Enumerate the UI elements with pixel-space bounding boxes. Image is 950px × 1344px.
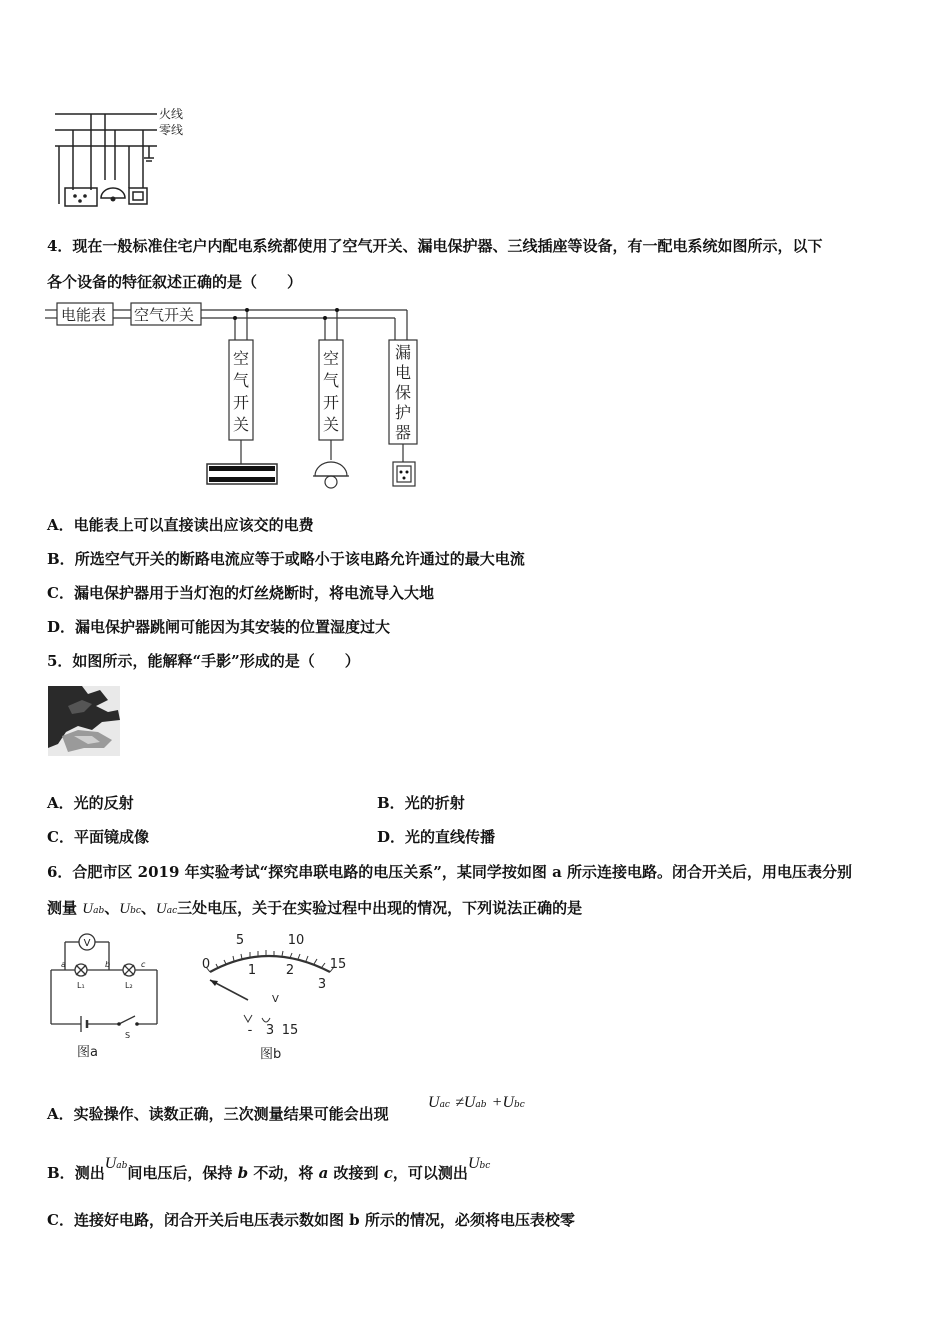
breaker2-char: 关 bbox=[322, 415, 340, 434]
top-scale-label: 0 bbox=[201, 957, 211, 972]
option-text: ，可以测出 bbox=[392, 1164, 468, 1182]
q6-stem-line2 bbox=[47, 898, 582, 921]
option-text: 漏电保护器用于当灯泡的灯丝烧断时，将电流导入大地 bbox=[73, 584, 434, 602]
u-symbol: U bbox=[119, 901, 131, 917]
option-key: D． bbox=[377, 828, 406, 846]
option-key: A． bbox=[47, 516, 74, 534]
option-key: C． bbox=[47, 584, 74, 602]
main-switch-label: 空气开关 bbox=[134, 306, 195, 324]
breaker1-char: 开 bbox=[232, 393, 250, 412]
subscript: ab bbox=[93, 906, 105, 916]
u-symbol: U bbox=[428, 1094, 440, 1111]
q6-option-a-formula bbox=[428, 1092, 525, 1112]
q6-option-a[interactable] bbox=[47, 1104, 389, 1124]
node-c: c bbox=[383, 1164, 393, 1182]
leak-protector-char: 护 bbox=[394, 403, 412, 422]
neutral-wire-label: 零线 bbox=[159, 123, 184, 137]
terminal-label: 3 bbox=[265, 1023, 275, 1038]
option-text: 光的折射 bbox=[404, 794, 465, 812]
switch-S-label: S bbox=[125, 1031, 131, 1040]
bottom-scale-label: 3 bbox=[317, 977, 327, 992]
option-key: A． bbox=[47, 794, 74, 812]
figure-a-caption: 图a bbox=[77, 1045, 98, 1060]
q5-option-a[interactable] bbox=[47, 793, 134, 813]
stem-text: 三处电压，关于在实验过程中出现的情况，下列说法正确的是 bbox=[177, 899, 583, 917]
stem-text: 测量 bbox=[47, 899, 83, 917]
option-key: C． bbox=[47, 1211, 74, 1229]
q4-stem-line1: 4．现在一般标准住宅户内配电系统都使用了空气开关、漏电保护器、三线插座等设备，有一配电系统如图所示，以下 bbox=[47, 237, 823, 255]
leak-protector-char: 漏 bbox=[394, 343, 412, 362]
terminal-label: 15 bbox=[281, 1023, 299, 1038]
option-text: 连接好电路，闭合开关后电压表示数如图 b 所示的情况，必须将电压表校零 bbox=[73, 1211, 575, 1229]
u-symbol: U bbox=[82, 901, 94, 917]
option-key: B． bbox=[47, 550, 75, 568]
subscript: ab bbox=[116, 1161, 128, 1171]
node-b-label: b bbox=[105, 960, 111, 969]
bottom-scale-label: 2 bbox=[285, 963, 295, 978]
option-text: 光的直线传播 bbox=[405, 828, 496, 846]
u-symbol: U bbox=[155, 901, 167, 917]
top-scale-label: 10 bbox=[287, 933, 305, 948]
option-key: A． bbox=[47, 1105, 74, 1123]
option-text: 所选空气开关的断路电流应等于或略小于该电路允许通过的最大电流 bbox=[74, 550, 525, 568]
terminal-label: - bbox=[247, 1023, 253, 1038]
u-symbol: U bbox=[467, 1155, 480, 1172]
subscript: bc bbox=[514, 1100, 525, 1110]
q4-option-d[interactable] bbox=[47, 617, 390, 637]
meter-label: 电能表 bbox=[61, 306, 107, 324]
live-wire-label: 火线 bbox=[159, 107, 184, 121]
option-text: 光的反射 bbox=[73, 794, 134, 812]
q6-option-c[interactable] bbox=[47, 1210, 575, 1230]
q5-option-d[interactable] bbox=[377, 827, 495, 847]
subscript: ac bbox=[166, 906, 178, 916]
option-text: 不动，将 bbox=[248, 1164, 319, 1182]
voltmeter-symbol: V bbox=[83, 938, 91, 949]
breaker2-char: 气 bbox=[322, 371, 340, 390]
subscript: bc bbox=[479, 1161, 491, 1171]
option-key: B． bbox=[47, 1164, 75, 1182]
option-text: 电能表上可以直接读出应该交的电费 bbox=[73, 516, 314, 534]
option-text: 漏电保护器跳闸可能因为其安装的位置湿度过大 bbox=[75, 618, 391, 636]
hand-shadow-photo bbox=[48, 686, 120, 756]
leak-protector-char: 电 bbox=[394, 363, 412, 382]
option-text: 实验操作、读数正确，三次测量结果可能会出现 bbox=[73, 1105, 389, 1123]
separator: 、 bbox=[104, 899, 120, 917]
bottom-scale-label: 1 bbox=[247, 963, 257, 978]
breaker1-char: 空 bbox=[232, 349, 250, 368]
subscript: ac bbox=[439, 1100, 450, 1110]
leak-protector-char: 保 bbox=[394, 383, 412, 402]
option-text: 改接到 bbox=[328, 1164, 384, 1182]
circuit-figure-a bbox=[45, 932, 165, 1062]
breaker1-char: 关 bbox=[232, 415, 250, 434]
lamp-L2-label: L₂ bbox=[125, 981, 133, 990]
top-scale-label: 15 bbox=[329, 957, 347, 972]
node-a: a bbox=[318, 1164, 329, 1182]
q6-stem-line1: 6．合肥市区 2019 年实验考试“探究串联电路的电压关系”，某同学按如图 a 所示连接电路。闭合开关后，用电压表分别 bbox=[47, 863, 853, 881]
option-text: 平面镜成像 bbox=[73, 828, 149, 846]
option-text: 测出 bbox=[74, 1164, 105, 1182]
distribution-system-figure bbox=[45, 300, 425, 492]
u-symbol: U bbox=[502, 1094, 514, 1111]
node-c-label: c bbox=[141, 960, 146, 969]
q5-option-b[interactable] bbox=[377, 793, 465, 813]
voltmeter-figure-b bbox=[196, 930, 356, 1064]
node-b: b bbox=[237, 1164, 249, 1182]
option-text: 间电压后，保持 bbox=[127, 1164, 238, 1182]
not-equal-sign: ≠ bbox=[455, 1094, 464, 1111]
figure-b-caption: 图b bbox=[260, 1047, 282, 1062]
q4-option-a[interactable] bbox=[47, 515, 314, 535]
subscript: bc bbox=[130, 906, 141, 916]
voltmeter-unit: V bbox=[272, 994, 279, 1005]
subscript: ab bbox=[475, 1100, 487, 1110]
q6-option-b[interactable] bbox=[47, 1155, 491, 1186]
q4-option-c[interactable] bbox=[47, 583, 434, 603]
leak-protector-char: 器 bbox=[394, 423, 412, 442]
plus-sign: + bbox=[491, 1094, 503, 1111]
breaker2-char: 开 bbox=[322, 393, 340, 412]
option-key: C． bbox=[47, 828, 74, 846]
option-key: B． bbox=[377, 794, 405, 812]
breaker2-char: 空 bbox=[322, 349, 340, 368]
top-scale-label: 5 bbox=[235, 933, 245, 948]
breaker1-char: 气 bbox=[232, 371, 250, 390]
q4-option-b[interactable] bbox=[47, 549, 525, 569]
u-symbol: U bbox=[104, 1155, 117, 1172]
u-symbol: U bbox=[463, 1094, 476, 1111]
node-a-label: a bbox=[61, 960, 66, 969]
separator: 、 bbox=[140, 899, 156, 917]
lamp-L1-label: L₁ bbox=[77, 981, 85, 990]
q5-stem: 5．如图所示，能解释“手影”形成的是（ ） bbox=[47, 652, 360, 670]
wiring-figure-top bbox=[45, 100, 195, 210]
q4-stem-line2: 各个设备的特征叙述正确的是（ ） bbox=[47, 273, 303, 291]
q5-option-c[interactable] bbox=[47, 827, 149, 847]
option-key: D． bbox=[47, 618, 76, 636]
